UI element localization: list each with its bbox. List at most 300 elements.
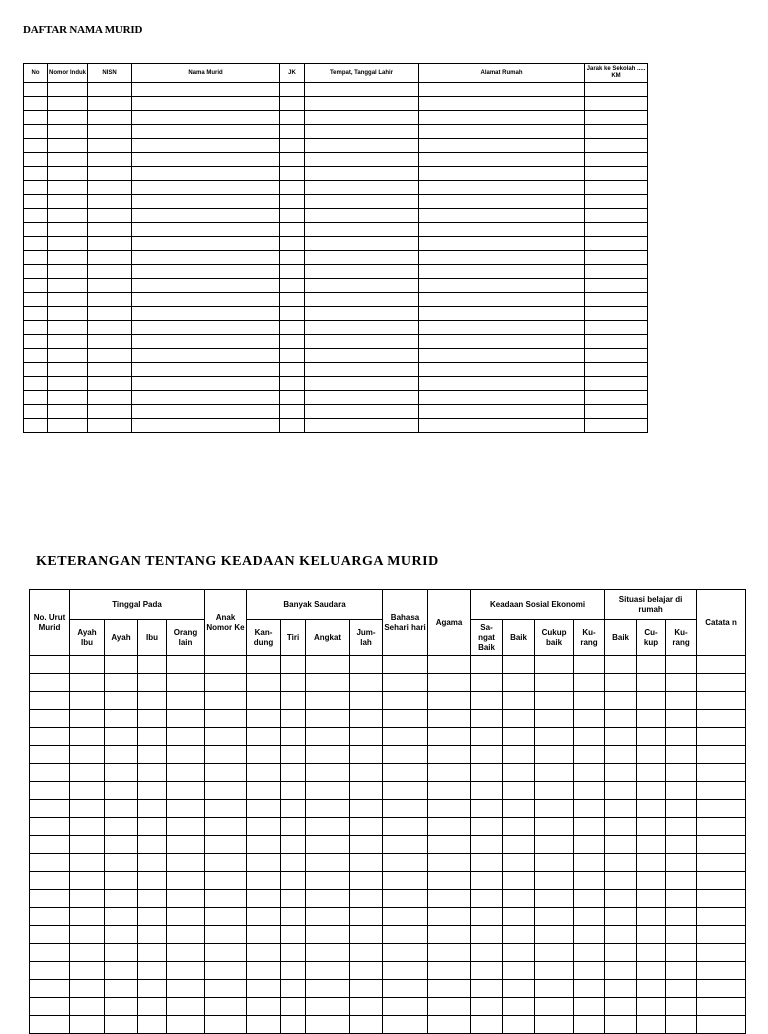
table-cell[interactable] (70, 944, 105, 962)
table-cell[interactable] (305, 83, 419, 97)
table-cell[interactable] (281, 728, 306, 746)
table-cell[interactable] (138, 818, 167, 836)
table-cell[interactable] (48, 279, 88, 293)
table-cell[interactable] (281, 962, 306, 980)
table-cell[interactable] (697, 944, 746, 962)
table-cell[interactable] (48, 111, 88, 125)
table-cell[interactable] (535, 746, 574, 764)
table-cell[interactable] (305, 223, 419, 237)
table-cell[interactable] (350, 890, 383, 908)
table-cell[interactable] (535, 854, 574, 872)
table-cell[interactable] (471, 962, 503, 980)
table-cell[interactable] (281, 746, 306, 764)
table-cell[interactable] (205, 980, 247, 998)
table-cell[interactable] (280, 181, 305, 195)
table-cell[interactable] (105, 980, 138, 998)
table-cell[interactable] (637, 836, 666, 854)
table-cell[interactable] (535, 782, 574, 800)
table-cell[interactable] (306, 818, 350, 836)
table-cell[interactable] (666, 872, 697, 890)
table-cell[interactable] (30, 728, 70, 746)
table-cell[interactable] (535, 926, 574, 944)
table-cell[interactable] (88, 195, 132, 209)
table-cell[interactable] (48, 307, 88, 321)
table-cell[interactable] (306, 944, 350, 962)
table-cell[interactable] (503, 836, 535, 854)
table-cell[interactable] (471, 836, 503, 854)
table-cell[interactable] (637, 674, 666, 692)
table-cell[interactable] (247, 674, 281, 692)
table-cell[interactable] (167, 710, 205, 728)
table-cell[interactable] (697, 962, 746, 980)
table-cell[interactable] (666, 656, 697, 674)
table-cell[interactable] (350, 908, 383, 926)
table-cell[interactable] (48, 97, 88, 111)
table-cell[interactable] (605, 854, 637, 872)
table-cell[interactable] (305, 405, 419, 419)
table-cell[interactable] (585, 293, 648, 307)
table-cell[interactable] (247, 908, 281, 926)
table-cell[interactable] (666, 728, 697, 746)
table-cell[interactable] (281, 692, 306, 710)
table-cell[interactable] (280, 195, 305, 209)
table-cell[interactable] (305, 307, 419, 321)
table-cell[interactable] (247, 872, 281, 890)
table-cell[interactable] (574, 692, 605, 710)
table-cell[interactable] (48, 139, 88, 153)
table-cell[interactable] (48, 83, 88, 97)
table-cell[interactable] (30, 656, 70, 674)
table-cell[interactable] (503, 728, 535, 746)
table-cell[interactable] (48, 377, 88, 391)
table-cell[interactable] (383, 872, 428, 890)
table-cell[interactable] (383, 710, 428, 728)
table-cell[interactable] (70, 926, 105, 944)
table-cell[interactable] (280, 265, 305, 279)
table-cell[interactable] (697, 674, 746, 692)
table-cell[interactable] (535, 728, 574, 746)
table-cell[interactable] (132, 153, 280, 167)
table-cell[interactable] (350, 1016, 383, 1034)
table-cell[interactable] (88, 125, 132, 139)
table-cell[interactable] (383, 800, 428, 818)
table-cell[interactable] (70, 908, 105, 926)
table-cell[interactable] (350, 998, 383, 1016)
table-cell[interactable] (471, 818, 503, 836)
table-cell[interactable] (574, 854, 605, 872)
table-cell[interactable] (574, 674, 605, 692)
table-cell[interactable] (471, 980, 503, 998)
table-cell[interactable] (697, 926, 746, 944)
table-cell[interactable] (666, 782, 697, 800)
table-cell[interactable] (350, 818, 383, 836)
table-cell[interactable] (697, 980, 746, 998)
table-cell[interactable] (383, 890, 428, 908)
table-cell[interactable] (605, 944, 637, 962)
table-cell[interactable] (428, 944, 471, 962)
table-cell[interactable] (281, 998, 306, 1016)
table-cell[interactable] (280, 251, 305, 265)
table-cell[interactable] (167, 908, 205, 926)
table-cell[interactable] (637, 962, 666, 980)
table-cell[interactable] (306, 908, 350, 926)
table-cell[interactable] (280, 307, 305, 321)
table-cell[interactable] (383, 944, 428, 962)
table-cell[interactable] (419, 223, 585, 237)
table-cell[interactable] (574, 962, 605, 980)
table-cell[interactable] (585, 195, 648, 209)
table-cell[interactable] (205, 692, 247, 710)
table-cell[interactable] (306, 800, 350, 818)
table-cell[interactable] (666, 980, 697, 998)
table-cell[interactable] (666, 998, 697, 1016)
table-cell[interactable] (471, 908, 503, 926)
table-cell[interactable] (574, 746, 605, 764)
table-cell[interactable] (30, 710, 70, 728)
table-cell[interactable] (306, 692, 350, 710)
table-cell[interactable] (167, 926, 205, 944)
table-cell[interactable] (697, 746, 746, 764)
table-cell[interactable] (88, 349, 132, 363)
table-cell[interactable] (132, 335, 280, 349)
table-cell[interactable] (383, 746, 428, 764)
table-cell[interactable] (605, 836, 637, 854)
table-cell[interactable] (383, 854, 428, 872)
table-cell[interactable] (306, 962, 350, 980)
table-cell[interactable] (280, 391, 305, 405)
table-cell[interactable] (428, 746, 471, 764)
table-cell[interactable] (281, 926, 306, 944)
table-cell[interactable] (428, 710, 471, 728)
table-cell[interactable] (24, 279, 48, 293)
table-cell[interactable] (697, 854, 746, 872)
table-cell[interactable] (503, 674, 535, 692)
table-cell[interactable] (503, 656, 535, 674)
table-cell[interactable] (637, 728, 666, 746)
table-cell[interactable] (637, 656, 666, 674)
table-cell[interactable] (350, 836, 383, 854)
table-cell[interactable] (574, 782, 605, 800)
table-cell[interactable] (88, 83, 132, 97)
table-cell[interactable] (70, 746, 105, 764)
table-cell[interactable] (305, 363, 419, 377)
table-cell[interactable] (697, 1016, 746, 1034)
table-cell[interactable] (535, 800, 574, 818)
table-cell[interactable] (585, 139, 648, 153)
table-cell[interactable] (428, 836, 471, 854)
table-cell[interactable] (637, 872, 666, 890)
table-cell[interactable] (88, 363, 132, 377)
table-cell[interactable] (281, 710, 306, 728)
table-cell[interactable] (24, 293, 48, 307)
table-cell[interactable] (24, 419, 48, 433)
table-cell[interactable] (247, 710, 281, 728)
table-cell[interactable] (138, 746, 167, 764)
table-cell[interactable] (280, 83, 305, 97)
table-cell[interactable] (697, 710, 746, 728)
table-cell[interactable] (30, 674, 70, 692)
table-cell[interactable] (88, 335, 132, 349)
table-cell[interactable] (88, 419, 132, 433)
table-cell[interactable] (383, 728, 428, 746)
table-cell[interactable] (419, 279, 585, 293)
table-cell[interactable] (105, 908, 138, 926)
table-cell[interactable] (306, 890, 350, 908)
table-cell[interactable] (535, 836, 574, 854)
table-cell[interactable] (281, 656, 306, 674)
table-cell[interactable] (471, 764, 503, 782)
table-cell[interactable] (167, 818, 205, 836)
table-cell[interactable] (637, 800, 666, 818)
table-cell[interactable] (138, 854, 167, 872)
table-cell[interactable] (132, 405, 280, 419)
table-cell[interactable] (105, 764, 138, 782)
table-cell[interactable] (88, 307, 132, 321)
table-cell[interactable] (428, 728, 471, 746)
table-cell[interactable] (88, 167, 132, 181)
table-cell[interactable] (697, 836, 746, 854)
table-cell[interactable] (88, 391, 132, 405)
table-cell[interactable] (30, 872, 70, 890)
table-cell[interactable] (637, 908, 666, 926)
table-cell[interactable] (48, 265, 88, 279)
table-cell[interactable] (419, 251, 585, 265)
table-cell[interactable] (637, 980, 666, 998)
table-cell[interactable] (428, 872, 471, 890)
table-cell[interactable] (205, 728, 247, 746)
table-cell[interactable] (585, 237, 648, 251)
table-cell[interactable] (535, 692, 574, 710)
table-cell[interactable] (585, 223, 648, 237)
table-cell[interactable] (70, 980, 105, 998)
table-cell[interactable] (350, 674, 383, 692)
table-cell[interactable] (350, 854, 383, 872)
table-cell[interactable] (105, 962, 138, 980)
table-cell[interactable] (306, 746, 350, 764)
table-cell[interactable] (70, 872, 105, 890)
table-cell[interactable] (88, 111, 132, 125)
table-cell[interactable] (697, 890, 746, 908)
table-cell[interactable] (88, 321, 132, 335)
table-cell[interactable] (605, 782, 637, 800)
table-cell[interactable] (637, 764, 666, 782)
table-cell[interactable] (637, 692, 666, 710)
table-cell[interactable] (105, 782, 138, 800)
table-cell[interactable] (471, 872, 503, 890)
table-cell[interactable] (205, 656, 247, 674)
table-cell[interactable] (605, 818, 637, 836)
table-cell[interactable] (105, 800, 138, 818)
table-cell[interactable] (30, 746, 70, 764)
table-cell[interactable] (132, 167, 280, 181)
table-cell[interactable] (637, 782, 666, 800)
table-cell[interactable] (428, 908, 471, 926)
table-cell[interactable] (105, 818, 138, 836)
table-cell[interactable] (350, 980, 383, 998)
table-cell[interactable] (585, 97, 648, 111)
table-cell[interactable] (167, 764, 205, 782)
table-cell[interactable] (167, 782, 205, 800)
table-cell[interactable] (138, 764, 167, 782)
table-cell[interactable] (48, 419, 88, 433)
table-cell[interactable] (132, 181, 280, 195)
table-cell[interactable] (350, 872, 383, 890)
table-cell[interactable] (666, 710, 697, 728)
table-cell[interactable] (574, 728, 605, 746)
table-cell[interactable] (70, 764, 105, 782)
table-cell[interactable] (428, 764, 471, 782)
table-cell[interactable] (471, 944, 503, 962)
table-cell[interactable] (247, 836, 281, 854)
table-cell[interactable] (306, 728, 350, 746)
table-cell[interactable] (138, 836, 167, 854)
table-cell[interactable] (503, 782, 535, 800)
table-cell[interactable] (471, 926, 503, 944)
table-cell[interactable] (383, 692, 428, 710)
table-cell[interactable] (428, 782, 471, 800)
table-cell[interactable] (535, 764, 574, 782)
table-cell[interactable] (30, 1016, 70, 1034)
table-cell[interactable] (48, 195, 88, 209)
table-cell[interactable] (383, 818, 428, 836)
table-cell[interactable] (383, 998, 428, 1016)
table-cell[interactable] (205, 782, 247, 800)
table-cell[interactable] (637, 1016, 666, 1034)
table-cell[interactable] (167, 890, 205, 908)
table-cell[interactable] (585, 111, 648, 125)
table-cell[interactable] (167, 746, 205, 764)
table-cell[interactable] (605, 674, 637, 692)
table-cell[interactable] (30, 926, 70, 944)
table-cell[interactable] (24, 83, 48, 97)
table-cell[interactable] (697, 872, 746, 890)
table-cell[interactable] (666, 854, 697, 872)
table-cell[interactable] (24, 363, 48, 377)
table-cell[interactable] (503, 944, 535, 962)
table-cell[interactable] (666, 890, 697, 908)
table-cell[interactable] (666, 692, 697, 710)
table-cell[interactable] (383, 764, 428, 782)
table-cell[interactable] (70, 728, 105, 746)
table-cell[interactable] (574, 998, 605, 1016)
table-cell[interactable] (419, 419, 585, 433)
table-cell[interactable] (138, 692, 167, 710)
table-cell[interactable] (205, 944, 247, 962)
table-cell[interactable] (574, 980, 605, 998)
table-cell[interactable] (666, 764, 697, 782)
table-cell[interactable] (205, 1016, 247, 1034)
table-cell[interactable] (132, 419, 280, 433)
table-cell[interactable] (30, 692, 70, 710)
table-cell[interactable] (428, 854, 471, 872)
table-cell[interactable] (306, 872, 350, 890)
table-cell[interactable] (419, 97, 585, 111)
table-cell[interactable] (280, 335, 305, 349)
table-cell[interactable] (281, 782, 306, 800)
table-cell[interactable] (419, 153, 585, 167)
table-cell[interactable] (247, 1016, 281, 1034)
table-cell[interactable] (503, 764, 535, 782)
table-cell[interactable] (48, 405, 88, 419)
table-cell[interactable] (132, 349, 280, 363)
table-cell[interactable] (637, 944, 666, 962)
table-cell[interactable] (305, 97, 419, 111)
table-cell[interactable] (167, 836, 205, 854)
table-cell[interactable] (471, 710, 503, 728)
table-cell[interactable] (138, 728, 167, 746)
table-cell[interactable] (585, 363, 648, 377)
table-cell[interactable] (697, 800, 746, 818)
table-cell[interactable] (419, 237, 585, 251)
table-cell[interactable] (247, 890, 281, 908)
table-cell[interactable] (205, 908, 247, 926)
table-cell[interactable] (471, 674, 503, 692)
table-cell[interactable] (697, 998, 746, 1016)
table-cell[interactable] (132, 111, 280, 125)
table-cell[interactable] (697, 818, 746, 836)
table-cell[interactable] (280, 153, 305, 167)
table-cell[interactable] (666, 926, 697, 944)
table-cell[interactable] (24, 209, 48, 223)
table-cell[interactable] (383, 926, 428, 944)
table-cell[interactable] (503, 692, 535, 710)
table-cell[interactable] (247, 728, 281, 746)
table-cell[interactable] (24, 391, 48, 405)
table-cell[interactable] (88, 97, 132, 111)
table-cell[interactable] (305, 279, 419, 293)
table-cell[interactable] (637, 710, 666, 728)
table-cell[interactable] (205, 872, 247, 890)
table-cell[interactable] (88, 223, 132, 237)
table-cell[interactable] (132, 83, 280, 97)
table-cell[interactable] (138, 926, 167, 944)
table-cell[interactable] (105, 836, 138, 854)
table-cell[interactable] (70, 854, 105, 872)
table-cell[interactable] (605, 746, 637, 764)
table-cell[interactable] (88, 405, 132, 419)
table-cell[interactable] (428, 800, 471, 818)
table-cell[interactable] (48, 209, 88, 223)
table-cell[interactable] (70, 818, 105, 836)
table-cell[interactable] (503, 746, 535, 764)
table-cell[interactable] (428, 890, 471, 908)
table-cell[interactable] (280, 349, 305, 363)
table-cell[interactable] (247, 746, 281, 764)
table-cell[interactable] (697, 692, 746, 710)
table-cell[interactable] (30, 854, 70, 872)
table-cell[interactable] (535, 890, 574, 908)
table-cell[interactable] (503, 854, 535, 872)
table-cell[interactable] (471, 656, 503, 674)
table-cell[interactable] (30, 980, 70, 998)
table-cell[interactable] (306, 836, 350, 854)
table-cell[interactable] (574, 1016, 605, 1034)
table-cell[interactable] (138, 656, 167, 674)
table-cell[interactable] (428, 656, 471, 674)
table-cell[interactable] (88, 251, 132, 265)
table-cell[interactable] (88, 237, 132, 251)
table-cell[interactable] (350, 710, 383, 728)
table-cell[interactable] (247, 962, 281, 980)
table-cell[interactable] (350, 656, 383, 674)
table-cell[interactable] (419, 195, 585, 209)
table-cell[interactable] (138, 800, 167, 818)
table-cell[interactable] (48, 223, 88, 237)
table-cell[interactable] (585, 125, 648, 139)
table-cell[interactable] (205, 800, 247, 818)
table-cell[interactable] (419, 293, 585, 307)
table-cell[interactable] (306, 764, 350, 782)
